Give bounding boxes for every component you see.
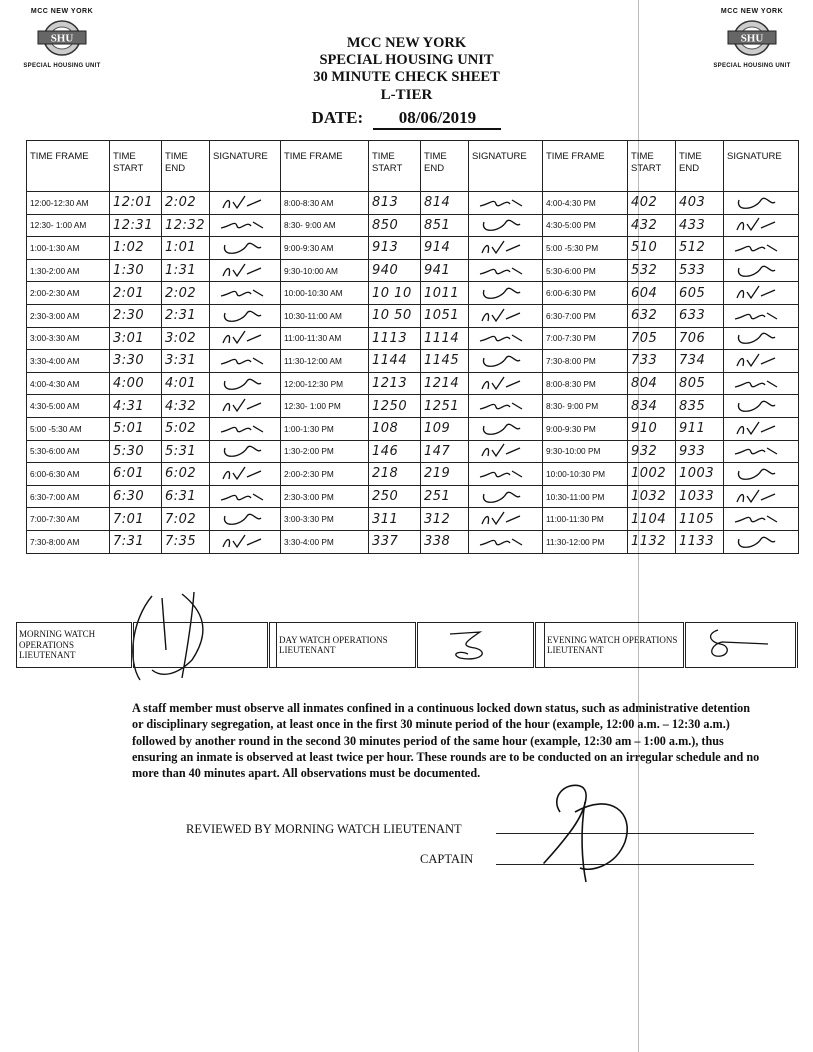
signature-cell[interactable] xyxy=(469,417,543,440)
handwritten-initials-icon xyxy=(726,488,786,506)
time-start-cell[interactable]: 108 xyxy=(369,417,421,440)
signature-cell[interactable] xyxy=(469,350,543,373)
time-end-cell[interactable]: 433 xyxy=(676,214,724,237)
header-facility: MCC NEW YORK xyxy=(346,35,467,51)
table-row xyxy=(27,304,799,327)
handwritten-initials-icon xyxy=(212,239,272,257)
time-frame-cell: 12:00-12:30 PM xyxy=(281,372,369,395)
table-row xyxy=(27,440,799,463)
time-end-cell[interactable]: 5:02 xyxy=(162,417,210,440)
signature-cell[interactable] xyxy=(210,304,281,327)
time-frame-cell: 9:00-9:30 AM xyxy=(281,237,369,260)
time-end-cell[interactable]: 533 xyxy=(676,259,724,282)
time-start-cell[interactable]: 3:30 xyxy=(110,350,162,373)
signature-cell[interactable] xyxy=(210,192,281,215)
time-end-cell[interactable]: 219 xyxy=(421,463,469,486)
logo-bottom-text: SPECIAL HOUSING UNIT xyxy=(23,63,101,69)
time-frame-cell: 2:00-2:30 AM xyxy=(27,282,110,305)
evening-watch-label: EVENING WATCH OPERATIONS LIEUTENANT xyxy=(545,623,685,668)
time-end-cell[interactable]: 1114 xyxy=(421,327,469,350)
time-end-cell[interactable]: 2:02 xyxy=(162,192,210,215)
handwritten-initials-icon xyxy=(471,442,531,460)
time-frame-cell: 4:00-4:30 PM xyxy=(543,192,628,215)
table-row xyxy=(27,485,799,508)
time-end-cell[interactable]: 6:31 xyxy=(162,485,210,508)
time-start-cell[interactable]: 913 xyxy=(369,237,421,260)
handwritten-initials-icon xyxy=(471,284,531,302)
handwritten-initials-icon xyxy=(471,488,531,506)
time-end-cell[interactable]: 147 xyxy=(421,440,469,463)
time-end-cell[interactable]: 835 xyxy=(676,395,724,418)
handwritten-initials-icon xyxy=(471,533,531,551)
time-frame-cell: 10:00-10:30 PM xyxy=(543,463,628,486)
signature-cell[interactable] xyxy=(469,237,543,260)
column-header: TIME START xyxy=(628,141,676,192)
time-frame-cell: 5:30-6:00 PM xyxy=(543,259,628,282)
time-end-cell[interactable]: 941 xyxy=(421,259,469,282)
handwritten-initials-icon xyxy=(471,510,531,528)
time-end-cell[interactable]: 4:32 xyxy=(162,395,210,418)
signature-cell[interactable] xyxy=(210,463,281,486)
table-row xyxy=(27,327,799,350)
handwritten-initials-icon xyxy=(471,216,531,234)
time-start-cell[interactable]: 3:01 xyxy=(110,327,162,350)
time-start-cell[interactable]: 604 xyxy=(628,282,676,305)
time-frame-cell: 2:00-2:30 PM xyxy=(281,463,369,486)
watch-signoff-table xyxy=(16,622,798,668)
time-frame-cell: 2:30-3:00 PM xyxy=(281,485,369,508)
table-row xyxy=(27,192,799,215)
handwritten-initials-icon xyxy=(471,397,531,415)
table-row xyxy=(27,282,799,305)
time-frame-cell: 8:30- 9:00 AM xyxy=(281,214,369,237)
time-end-cell[interactable]: 3:02 xyxy=(162,327,210,350)
column-header: TIME START xyxy=(110,141,162,192)
time-frame-cell: 6:00-6:30 AM xyxy=(27,463,110,486)
time-end-cell[interactable]: 1051 xyxy=(421,304,469,327)
time-end-cell[interactable]: 2:02 xyxy=(162,282,210,305)
handwritten-initials-icon xyxy=(212,262,272,280)
signature-cell[interactable] xyxy=(724,282,799,305)
time-end-cell[interactable]: 109 xyxy=(421,417,469,440)
time-start-cell[interactable]: 6:30 xyxy=(110,485,162,508)
time-end-cell[interactable]: 3:31 xyxy=(162,350,210,373)
column-header: TIME END xyxy=(162,141,210,192)
day-watch-label: DAY WATCH OPERATIONS LIEUTENANT xyxy=(277,623,417,668)
handwritten-initials-icon xyxy=(471,329,531,347)
time-end-cell[interactable]: 4:01 xyxy=(162,372,210,395)
time-frame-cell: 4:30-5:00 PM xyxy=(543,214,628,237)
signature-cell[interactable] xyxy=(724,237,799,260)
time-start-cell[interactable]: 850 xyxy=(369,214,421,237)
time-frame-cell: 10:30-11:00 AM xyxy=(281,304,369,327)
time-start-cell[interactable]: 1250 xyxy=(369,395,421,418)
handwritten-initials-icon xyxy=(726,216,786,234)
table-row xyxy=(27,372,799,395)
time-start-cell[interactable]: 834 xyxy=(628,395,676,418)
handwritten-initials-icon xyxy=(212,488,272,506)
time-start-cell[interactable]: 10 10 xyxy=(369,282,421,305)
handwritten-initials-icon xyxy=(212,510,272,528)
time-start-cell[interactable]: 5:30 xyxy=(110,440,162,463)
signature-cell[interactable] xyxy=(469,214,543,237)
time-end-cell[interactable]: 1145 xyxy=(421,350,469,373)
time-end-cell[interactable]: 1033 xyxy=(676,485,724,508)
time-frame-cell: 4:30-5:00 AM xyxy=(27,395,110,418)
evening-lieutenant-signature xyxy=(688,624,788,664)
handwritten-initials-icon xyxy=(212,194,272,212)
table-row xyxy=(27,417,799,440)
time-start-cell[interactable]: 10 50 xyxy=(369,304,421,327)
handwritten-initials-icon xyxy=(212,533,272,551)
signature-cell[interactable] xyxy=(210,350,281,373)
handwritten-initials-icon xyxy=(726,329,786,347)
table-row xyxy=(27,237,799,260)
signature-cell[interactable] xyxy=(210,530,281,553)
signature-cell[interactable] xyxy=(724,530,799,553)
time-end-cell[interactable]: 914 xyxy=(421,237,469,260)
signature-cell[interactable] xyxy=(210,327,281,350)
handwritten-initials-icon xyxy=(726,307,786,325)
signature-cell[interactable] xyxy=(210,485,281,508)
time-start-cell[interactable]: 432 xyxy=(628,214,676,237)
handwritten-initials-icon xyxy=(726,442,786,460)
handwritten-initials-icon xyxy=(212,375,272,393)
time-start-cell[interactable]: 12:31 xyxy=(110,214,162,237)
time-frame-cell: 1:00-1:30 AM xyxy=(27,237,110,260)
time-end-cell[interactable]: 403 xyxy=(676,192,724,215)
time-end-cell[interactable]: 1251 xyxy=(421,395,469,418)
signature-cell[interactable] xyxy=(469,485,543,508)
time-end-cell[interactable]: 734 xyxy=(676,350,724,373)
time-frame-cell: 10:00-10:30 AM xyxy=(281,282,369,305)
time-frame-cell: 12:30- 1:00 AM xyxy=(27,214,110,237)
handwritten-initials-icon xyxy=(471,465,531,483)
signature-cell[interactable] xyxy=(724,372,799,395)
day-watch-signature[interactable] xyxy=(417,623,535,668)
time-start-cell[interactable]: 2:01 xyxy=(110,282,162,305)
time-start-cell[interactable]: 250 xyxy=(369,485,421,508)
handwritten-initials-icon xyxy=(212,216,272,234)
seal-text: SHU xyxy=(740,32,764,45)
time-frame-cell: 11:00-11:30 AM xyxy=(281,327,369,350)
time-frame-cell: 5:00 -5:30 PM xyxy=(543,237,628,260)
captain-signature xyxy=(530,772,640,892)
signature-cell[interactable] xyxy=(724,395,799,418)
time-start-cell[interactable]: 12:01 xyxy=(110,192,162,215)
handwritten-initials-icon xyxy=(471,375,531,393)
handwritten-initials-icon xyxy=(726,194,786,212)
time-end-cell[interactable]: 633 xyxy=(676,304,724,327)
time-start-cell[interactable]: 4:00 xyxy=(110,372,162,395)
time-frame-cell: 8:00-8:30 AM xyxy=(281,192,369,215)
handwritten-initials-icon xyxy=(726,465,786,483)
signature-cell[interactable] xyxy=(469,259,543,282)
header-tier: L-TIER xyxy=(380,87,433,103)
handwritten-initials-icon xyxy=(212,352,272,370)
column-header: TIME START xyxy=(369,141,421,192)
signature-cell[interactable] xyxy=(210,259,281,282)
time-start-cell[interactable]: 532 xyxy=(628,259,676,282)
morning-watch-signature[interactable] xyxy=(133,623,269,668)
time-end-cell[interactable]: 5:31 xyxy=(162,440,210,463)
time-start-cell[interactable]: 733 xyxy=(628,350,676,373)
time-frame-cell: 3:00-3:30 AM xyxy=(27,327,110,350)
signature-cell[interactable] xyxy=(469,530,543,553)
time-frame-cell: 1:00-1:30 PM xyxy=(281,417,369,440)
evening-watch-signature[interactable] xyxy=(685,623,797,668)
signature-cell[interactable] xyxy=(724,327,799,350)
signature-cell[interactable] xyxy=(724,417,799,440)
time-start-cell[interactable]: 1002 xyxy=(628,463,676,486)
time-frame-cell: 11:30-12:00 PM xyxy=(543,530,628,553)
time-frame-cell: 8:00-8:30 PM xyxy=(543,372,628,395)
handwritten-initials-icon xyxy=(471,307,531,325)
header-unit: SPECIAL HOUSING UNIT xyxy=(319,52,494,68)
time-frame-cell: 11:00-11:30 PM xyxy=(543,508,628,531)
time-end-cell[interactable]: 512 xyxy=(676,237,724,260)
time-start-cell[interactable]: 337 xyxy=(369,530,421,553)
signature-cell[interactable] xyxy=(724,304,799,327)
logo-top-text: MCC NEW YORK xyxy=(720,8,784,15)
handwritten-initials-icon xyxy=(726,284,786,302)
time-start-cell[interactable]: 940 xyxy=(369,259,421,282)
handwritten-initials-icon xyxy=(212,465,272,483)
time-start-cell[interactable]: 1213 xyxy=(369,372,421,395)
time-frame-cell: 2:30-3:00 AM xyxy=(27,304,110,327)
time-start-cell[interactable]: 2:30 xyxy=(110,304,162,327)
signature-cell[interactable] xyxy=(724,350,799,373)
signature-cell[interactable] xyxy=(210,508,281,531)
column-header: SIGNATURE xyxy=(210,141,281,192)
time-end-cell[interactable]: 1003 xyxy=(676,463,724,486)
logo-bottom-text: SPECIAL HOUSING UNIT xyxy=(713,63,791,69)
time-end-cell[interactable]: 1:01 xyxy=(162,237,210,260)
signature-cell[interactable] xyxy=(469,192,543,215)
time-frame-cell: 11:30-12:00 AM xyxy=(281,350,369,373)
time-start-cell[interactable]: 402 xyxy=(628,192,676,215)
signature-cell[interactable] xyxy=(469,282,543,305)
time-start-cell[interactable]: 510 xyxy=(628,237,676,260)
time-start-cell[interactable]: 7:31 xyxy=(110,530,162,553)
divider xyxy=(535,623,545,668)
time-frame-cell: 3:00-3:30 PM xyxy=(281,508,369,531)
time-frame-cell: 12:30- 1:00 PM xyxy=(281,395,369,418)
time-start-cell[interactable]: 932 xyxy=(628,440,676,463)
column-header: TIME FRAME xyxy=(543,141,628,192)
time-end-cell[interactable]: 12:32 xyxy=(162,214,210,237)
check-table xyxy=(26,140,799,554)
handwritten-initials-icon xyxy=(471,194,531,212)
time-frame-cell: 3:30-4:00 AM xyxy=(27,350,110,373)
handwritten-initials-icon xyxy=(212,329,272,347)
time-start-cell[interactable]: 7:01 xyxy=(110,508,162,531)
time-frame-cell: 1:30-2:00 PM xyxy=(281,440,369,463)
time-end-cell[interactable]: 1133 xyxy=(676,530,724,553)
time-start-cell[interactable]: 1113 xyxy=(369,327,421,350)
signature-cell[interactable] xyxy=(210,282,281,305)
handwritten-initials-icon xyxy=(726,533,786,551)
logo-top-text: MCC NEW YORK xyxy=(30,8,94,15)
handwritten-initials-icon xyxy=(471,262,531,280)
signature-cell[interactable] xyxy=(724,440,799,463)
column-header: SIGNATURE xyxy=(724,141,799,192)
time-frame-cell: 6:00-6:30 PM xyxy=(543,282,628,305)
handwritten-initials-icon xyxy=(471,352,531,370)
handwritten-initials-icon xyxy=(212,307,272,325)
time-end-cell[interactable]: 805 xyxy=(676,372,724,395)
column-header: TIME FRAME xyxy=(281,141,369,192)
signature-cell[interactable] xyxy=(724,214,799,237)
signature-cell[interactable] xyxy=(469,327,543,350)
time-start-cell[interactable]: 6:01 xyxy=(110,463,162,486)
handwritten-initials-icon xyxy=(726,239,786,257)
time-end-cell[interactable]: 251 xyxy=(421,485,469,508)
time-start-cell[interactable]: 804 xyxy=(628,372,676,395)
table-row xyxy=(27,350,799,373)
handwritten-initials-icon xyxy=(726,262,786,280)
column-header: SIGNATURE xyxy=(469,141,543,192)
time-frame-cell: 9:00-9:30 PM xyxy=(543,417,628,440)
signature-cell[interactable] xyxy=(724,192,799,215)
handwritten-initials-icon xyxy=(212,442,272,460)
time-end-cell[interactable]: 933 xyxy=(676,440,724,463)
time-end-cell[interactable]: 1214 xyxy=(421,372,469,395)
time-start-cell[interactable]: 705 xyxy=(628,327,676,350)
time-frame-cell: 4:00-4:30 AM xyxy=(27,372,110,395)
day-lieutenant-signature xyxy=(420,624,520,664)
reviewed-by-label: REVIEWED BY MORNING WATCH LIEUTENANT xyxy=(186,822,462,836)
time-end-cell[interactable]: 814 xyxy=(421,192,469,215)
morning-watch-label: MORNING WATCH OPERATIONS LIEUTENANT xyxy=(17,623,133,668)
handwritten-initials-icon xyxy=(726,397,786,415)
time-start-cell[interactable]: 1132 xyxy=(628,530,676,553)
signature-cell[interactable] xyxy=(469,372,543,395)
signature-cell[interactable] xyxy=(724,485,799,508)
signature-cell[interactable] xyxy=(210,372,281,395)
column-header: TIME FRAME xyxy=(27,141,110,192)
signature-cell[interactable] xyxy=(210,395,281,418)
time-start-cell[interactable]: 1:02 xyxy=(110,237,162,260)
time-frame-cell: 3:30-4:00 PM xyxy=(281,530,369,553)
column-header: TIME END xyxy=(421,141,469,192)
time-end-cell[interactable]: 851 xyxy=(421,214,469,237)
table-header-row xyxy=(27,141,799,192)
time-end-cell[interactable]: 605 xyxy=(676,282,724,305)
time-start-cell[interactable]: 813 xyxy=(369,192,421,215)
header-sheet-title: 30 MINUTE CHECK SHEET xyxy=(313,69,500,85)
time-start-cell[interactable]: 910 xyxy=(628,417,676,440)
time-frame-cell: 7:30-8:00 PM xyxy=(543,350,628,373)
time-start-cell[interactable]: 1104 xyxy=(628,508,676,531)
captain-label: CAPTAIN xyxy=(420,852,474,866)
signature-cell[interactable] xyxy=(210,440,281,463)
time-frame-cell: 6:30-7:00 PM xyxy=(543,304,628,327)
table-row xyxy=(27,463,799,486)
signature-cell[interactable] xyxy=(469,395,543,418)
signature-cell[interactable] xyxy=(469,304,543,327)
seal-text: SHU xyxy=(50,32,74,45)
time-frame-cell: 9:30-10:00 AM xyxy=(281,259,369,282)
signature-cell[interactable] xyxy=(469,463,543,486)
time-frame-cell: 6:30-7:00 AM xyxy=(27,485,110,508)
signature-cell[interactable] xyxy=(724,259,799,282)
time-end-cell[interactable]: 1:31 xyxy=(162,259,210,282)
date-value: 08/06/2019 xyxy=(373,108,501,130)
time-frame-cell: 7:00-7:30 AM xyxy=(27,508,110,531)
time-end-cell[interactable]: 6:02 xyxy=(162,463,210,486)
time-frame-cell: 10:30-11:00 PM xyxy=(543,485,628,508)
signature-cell[interactable] xyxy=(210,417,281,440)
table-row xyxy=(27,530,799,553)
date-label: DATE: xyxy=(311,108,364,127)
date-row xyxy=(0,108,813,130)
table-row xyxy=(27,259,799,282)
time-start-cell[interactable]: 5:01 xyxy=(110,417,162,440)
time-frame-cell: 7:30-8:00 AM xyxy=(27,530,110,553)
time-frame-cell: 9:30-10:00 PM xyxy=(543,440,628,463)
time-frame-cell: 12:00-12:30 AM xyxy=(27,192,110,215)
time-frame-cell: 7:00-7:30 PM xyxy=(543,327,628,350)
time-frame-cell: 5:30-6:00 AM xyxy=(27,440,110,463)
time-end-cell[interactable]: 2:31 xyxy=(162,304,210,327)
handwritten-initials-icon xyxy=(726,375,786,393)
time-start-cell[interactable]: 311 xyxy=(369,508,421,531)
signature-cell[interactable] xyxy=(469,508,543,531)
time-end-cell[interactable]: 7:02 xyxy=(162,508,210,531)
policy-notice: A staff member must observe all inmates confined in a continuous locked down status, such as administrative detention or disciplinary segregation, at least once in the first 30 minute period of the hour (example, 12:00 a.m. – 12:30 a.m.) followed by another round in the second 30 minutes period of the same hour (example, 12:30 am – 1:00 a.m.), thus ensuring an inmate is observed at least twice per hour. These rounds are to be conducted on an irregular schedule and no more than 40 minutes apart. All observations must be documented. xyxy=(132,701,760,781)
time-start-cell[interactable]: 4:31 xyxy=(110,395,162,418)
handwritten-initials-icon xyxy=(212,397,272,415)
time-start-cell[interactable]: 632 xyxy=(628,304,676,327)
handwritten-initials-icon xyxy=(212,284,272,302)
time-frame-cell: 1:30-2:00 AM xyxy=(27,259,110,282)
handwritten-initials-icon xyxy=(471,239,531,257)
time-start-cell[interactable]: 1144 xyxy=(369,350,421,373)
handwritten-initials-icon xyxy=(726,510,786,528)
time-start-cell[interactable]: 1032 xyxy=(628,485,676,508)
handwritten-initials-icon xyxy=(726,352,786,370)
signature-cell[interactable] xyxy=(210,214,281,237)
time-end-cell[interactable]: 7:35 xyxy=(162,530,210,553)
time-start-cell[interactable]: 146 xyxy=(369,440,421,463)
signature-cell[interactable] xyxy=(210,237,281,260)
time-frame-cell: 5:00 -5:30 AM xyxy=(27,417,110,440)
table-body xyxy=(27,192,799,554)
time-end-cell[interactable]: 706 xyxy=(676,327,724,350)
table-row xyxy=(27,508,799,531)
table-row xyxy=(27,214,799,237)
time-end-cell[interactable]: 312 xyxy=(421,508,469,531)
handwritten-initials-icon xyxy=(471,420,531,438)
time-start-cell[interactable]: 1:30 xyxy=(110,259,162,282)
time-end-cell[interactable]: 911 xyxy=(676,417,724,440)
time-frame-cell: 8:30- 9:00 PM xyxy=(543,395,628,418)
divider xyxy=(269,623,277,668)
column-header: TIME END xyxy=(676,141,724,192)
signature-cell[interactable] xyxy=(724,463,799,486)
table-row xyxy=(27,395,799,418)
signature-cell[interactable] xyxy=(469,440,543,463)
signature-cell[interactable] xyxy=(724,508,799,531)
time-start-cell[interactable]: 218 xyxy=(369,463,421,486)
time-end-cell[interactable]: 1105 xyxy=(676,508,724,531)
handwritten-initials-icon xyxy=(726,420,786,438)
time-end-cell[interactable]: 338 xyxy=(421,530,469,553)
time-end-cell[interactable]: 1011 xyxy=(421,282,469,305)
handwritten-initials-icon xyxy=(212,420,272,438)
